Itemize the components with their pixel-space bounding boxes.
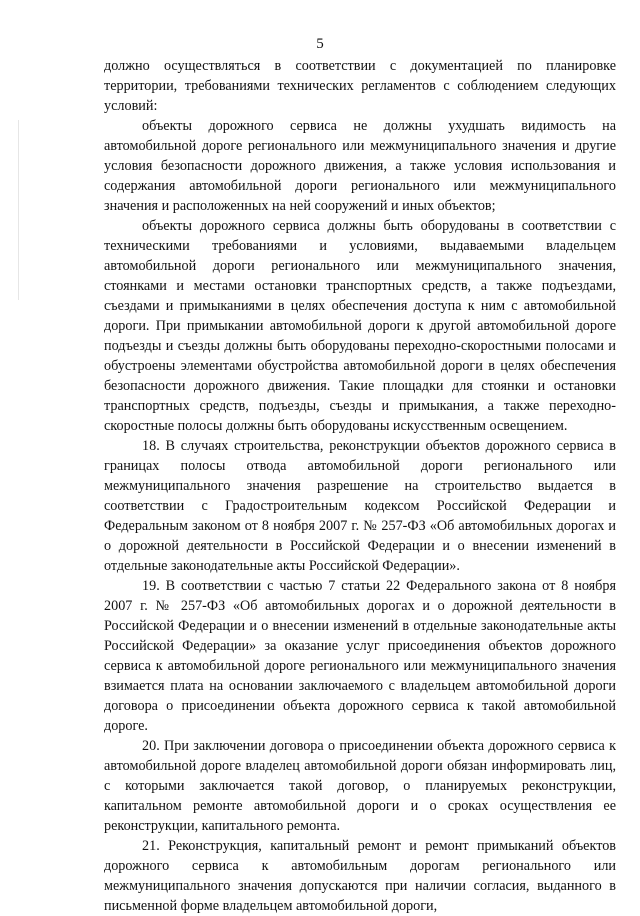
paragraph-item-19: 19. В соответствии с частью 7 статьи 22 Федерального закона от 8 ноября 2007 г. № 257-ФЗ «Об автомобильных дорогах и о дорожной деятельности в Российской Федерации и о внесении изменений в отдельные законодательные акты Российской Федерации» за оказание услуг присоединения объектов дорожного сервиса к автомобильной дороге регионального или межмуниципального значения взимается плата на основании заключаемого с владельцем автомобильной дороги договора о присоединении объекта дорожного сервиса к такой автомобильной дороге. <box>104 578 616 734</box>
document-body <box>104 56 616 916</box>
paragraph-visibility-condition: объекты дорожного сервиса не должны ухудшать видимость на автомобильной дороге регионального или межмуниципального значения и другие условия безопасности дорожного движения, а также условия использования и содержания автомобильной дороги регионального или межмуниципального значения и расположенных на ней сооружений и иных объектов; <box>104 118 616 214</box>
paragraph-item-20: 20. При заключении договора о присоединении объекта дорожного сервиса к автомобильной дороге владелец автомобильной дороги обязан информировать лиц, с которыми заключается такой договор, о планируемых реконструкции, капитальном ремонте автомобильной дороги и о сроках осуществления ее реконструкции, капитального ремонта. <box>104 738 616 834</box>
page-number: 5 <box>316 36 324 52</box>
paragraph-equipment-condition: объекты дорожного сервиса должны быть оборудованы в соответствии с техническими требованиями и условиями, выдаваемыми владельцем автомобильной дороги регионального или межмуниципального значения, стоянками и местами остановки транспортных средств, а также подъездами, съездами и примыканиями в целях обеспечения доступа к ним с автомобильной дороги. При примыкании автомобильной дороги к другой автомобильной дороге подъезды и съезды должны быть оборудованы переходно-скоростными полосами и обустроены элементами обустройства автомобильной дороги в целях обеспечения безопасности дорожного движения. Такие площадки для стоянки и остановки транспортных средств, подъезды, съезды и примыкания, а также переходно-скоростные полосы должны быть оборудованы искусственным освещением. <box>104 218 616 434</box>
paragraph-item-18: 18. В случаях строительства, реконструкции объектов дорожного сервиса в границах полосы отвода автомобильной дороги регионального или межмуниципального значения разрешение на строительство выдается в соответствии с Градостроительным кодексом Российской Федерации и Федеральным законом от 8 ноября 2007 г. № 257-ФЗ «Об автомобильных дорогах и о дорожной деятельности в Российской Федерации и о внесении изменений в отдельные законодательные акты Российской Федерации». <box>104 438 616 574</box>
paragraph-continuation: должно осуществляться в соответствии с документацией по планировке территории, требованиями технических регламентов с соблюдением следующих условий: <box>104 58 616 114</box>
scan-margin-mark <box>18 120 19 300</box>
paragraph-item-21: 21. Реконструкция, капитальный ремонт и ремонт примыканий объектов дорожного сервиса к автомобильным дорогам регионального или межмуниципального значения допускаются при наличии согласия, выданного в письменной форме владельцем автомобильной дороги, <box>104 838 616 914</box>
